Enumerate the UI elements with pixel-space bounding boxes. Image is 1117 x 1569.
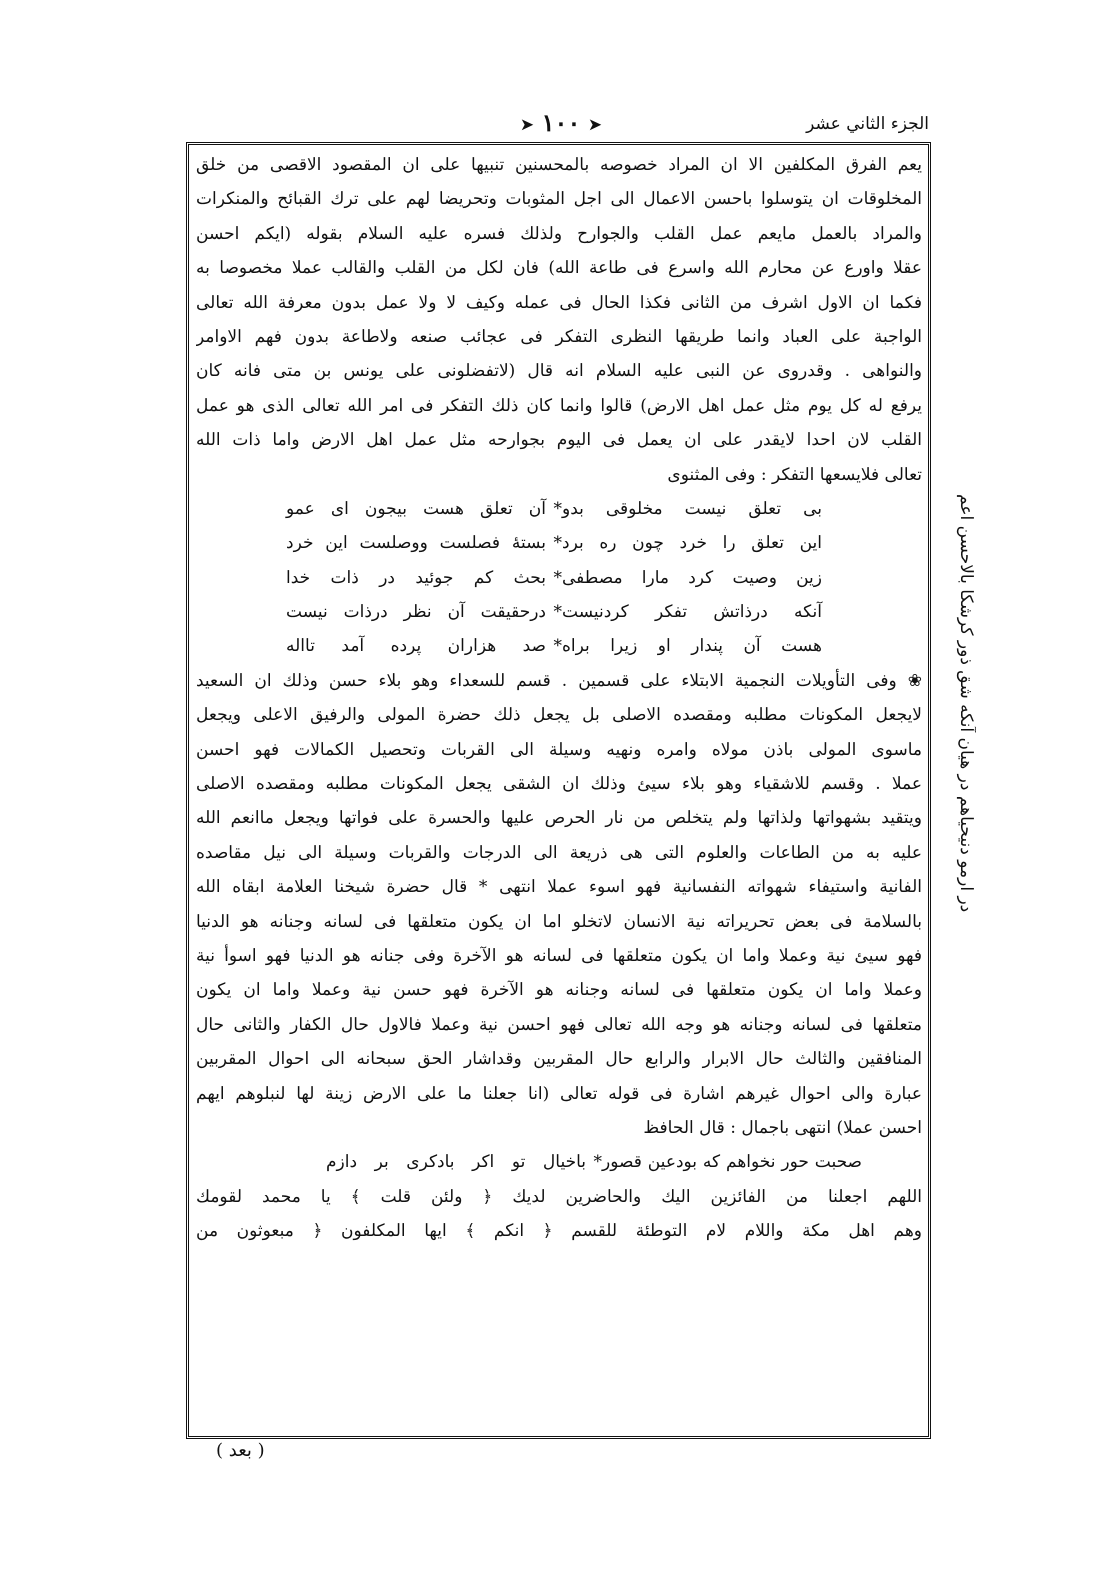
margin-note: در ارمو دنیحیاهم در هیان آنکه شق ذور کرشکا بالاحسن اعم [956, 493, 976, 912]
page-number-block [496, 108, 626, 137]
text-line: وهم اهل مكة واللام لام التوطئة للقسم ﴿ انكم ﴾ ايها المكلفون ﴿ مبعوثون من [196, 1221, 922, 1242]
verse-separator: * [553, 602, 562, 623]
verse-separator: * [553, 533, 562, 554]
poem-couplet [196, 1145, 922, 1179]
text-line: والنواهى . وقدروى عن النبى عليه السلام انه قال (لاتفضلونى على يونس بن متى فانه كان [196, 361, 922, 382]
hemistich-right: صحبت حور نخواهم كه بودعين قصور [602, 1152, 862, 1173]
page-header [186, 108, 931, 142]
text-line: ماسوى المولى باذن مولاه وامره ونهيه وسيلة الى القربات وتحصيل الكمالات فهو احسن [196, 739, 922, 760]
poem-couplet [196, 492, 922, 526]
verse-separator: * [593, 1152, 602, 1173]
hemistich-right: هست آن پندار او زيرا براه [562, 636, 822, 657]
text-line: المنافقين والثالث حال الابرار والرابع حال المقربين وقداشار الحق سبحانه الى احوال المقربين [196, 1049, 922, 1070]
text-line: متعلقها فى لسانه وجنانه هو وجه الله تعالى فهو احسن نية وعملا فالاول حال الكفار والثانى حال [196, 1014, 922, 1035]
ornament-right-icon: ➤ [588, 115, 602, 134]
hemistich-left: بحث كم جوئيد در ذات خدا [286, 567, 546, 588]
text-line: فكما ان الاول اشرف من الثانى فكذا الحال فى عمله وكيف لا ولا عمل بدون معرفة الله تعالى [196, 292, 922, 313]
verse-separator: * [553, 498, 562, 519]
text-line: القلب لان احدا لايقدر على ان يعمل فى اليوم بجوارحه مثل عمل اهل الارض واما ذات الله [196, 430, 922, 451]
text-line: الواجبة على العباد وانما طريقها النظرى التفكر فى عجائب صنعه ولاطاعة بدون فهم الاوامر [196, 326, 922, 347]
hemistich-left: صد هزاران پرده آمد تااله [286, 636, 546, 657]
text-line: عملا . وقسم للاشقياء وهو بلاء سيئ وذلك ان الشقى يجعل المكونات مطلبه ومقصده الاصلى [196, 774, 922, 795]
page-number: ١٠٠ [541, 108, 581, 137]
hemistich-left: بستهٔ فصلست ووصلست اين خرد [286, 533, 546, 554]
hemistich-left: درحقيقت آن نظر درذات نيست [286, 602, 546, 623]
text-line: فهو سيئ نية وعملا واما ان يكون متعلقها فى لسانه هو الآخرة وفى جنانه هو الدنيا فهو اسوأ نية [196, 945, 922, 966]
text-line: لايجعل المكونات مطلبه ومقصده الاصلى بل يجعل ذلك حضرة المولى والرفيق الاعلى ويجعل [196, 705, 922, 726]
hemistich-right: زين وصيت كرد مارا مصطفى [562, 567, 822, 588]
text-line: عبارة والى احوال غيرهم اشارة فى قوله تعالى (انا جعلنا ما على الارض زينة لها لنبلوهم ايهم [196, 1083, 922, 1104]
verse-separator: * [553, 636, 562, 657]
text-line: ويتقيد بشهواتها ولذاتها ولم يتخلص من نار الحرص عليها والحسرة على فواتها ويجعل ماانعم الله [196, 808, 922, 829]
text-line: اللهم اجعلنا من الفائزين اليك والحاضرين لديك ﴿ ولئن قلت ﴾ يا محمد لقومك [196, 1186, 922, 1207]
poem-couplet [196, 561, 922, 595]
poem-couplet [196, 526, 922, 560]
poem-couplet [196, 629, 922, 663]
text-line: عقلا واورع عن محارم الله واسرع فى طاعة الله) فان لكل من القلب والقالب عملا مخصوصا به [196, 258, 922, 279]
page-body [196, 148, 922, 1249]
text-line: والمراد بالعمل مايعم عمل القلب والجوارح ولذلك فسره عليه السلام بقوله (ايكم احسن [196, 223, 922, 244]
poem-couplet [196, 595, 922, 629]
juz-title: الجزء الثاني عشر [806, 114, 929, 134]
text-line: تعالى فلايسعها التفكر : وفى المثنوى [667, 464, 922, 485]
hemistich-right: آنكه درذاتش تفكر كردنيست [562, 602, 822, 623]
text-line: احسن عملا) انتهى باجمال : قال الحافظ [643, 1117, 922, 1138]
text-line: بالسلامة فى بعض تحريراته نية الانسان لاتخلو اما ان يكون متعلقها فى لسانه وجنانه هو الدنيا [196, 911, 922, 932]
hemistich-right: بى تعلق نيست مخلوقى بدو [562, 498, 822, 519]
text-line: يعم الفرق المكلفين الا ان المراد خصوصه بالمحسنين تنبيها على ان المقصود الاقصى من خلق [196, 155, 922, 175]
hemistich-left: آن تعلق هست بيجون اى عمو [286, 498, 546, 519]
text-line: وعملا واما ان يكون متعلقها فى لسانه وجنانه هو الآخرة فهو حسن نية وعملا واما ان يكون [196, 980, 922, 1001]
hemistich-left: باخيال تو اكر بادكرى بر دازم [326, 1152, 586, 1173]
hemistich-right: اين تعلق را خرد چون ره برد [562, 533, 822, 554]
text-line: يرفع له كل يوم مثل عمل اهل الارض) قالوا وانما كان ذلك التفكر فى امر الله تعالى الذى هو عمل [196, 395, 922, 416]
text-line: الفانية واستيفاء شهواته النفسانية فهو اسوء عملا انتهى * قال حضرة شيخنا العلامة ابقاه الله [196, 877, 922, 898]
text-line: ❀ وفى التأويلات النجمية الابتلاء على قسمين . قسم للسعداء وهو بلاء حسن وذلك ان السعيد [196, 670, 922, 691]
ornament-left-icon: ➤ [520, 115, 534, 134]
text-line: عليه به من الطاعات والعلوم التى هى ذريعة الى الدرجات والقربات وسيلة الى نيل مقاصده [196, 842, 922, 863]
text-line: المخلوقات ان يتوسلوا باحسن الاعمال الى اجل المثوبات وتحريضا لهم على ترك القبائح والمنكرات [196, 189, 922, 210]
catchword: ( بعد ) [216, 1440, 265, 1461]
verse-separator: * [553, 567, 562, 588]
